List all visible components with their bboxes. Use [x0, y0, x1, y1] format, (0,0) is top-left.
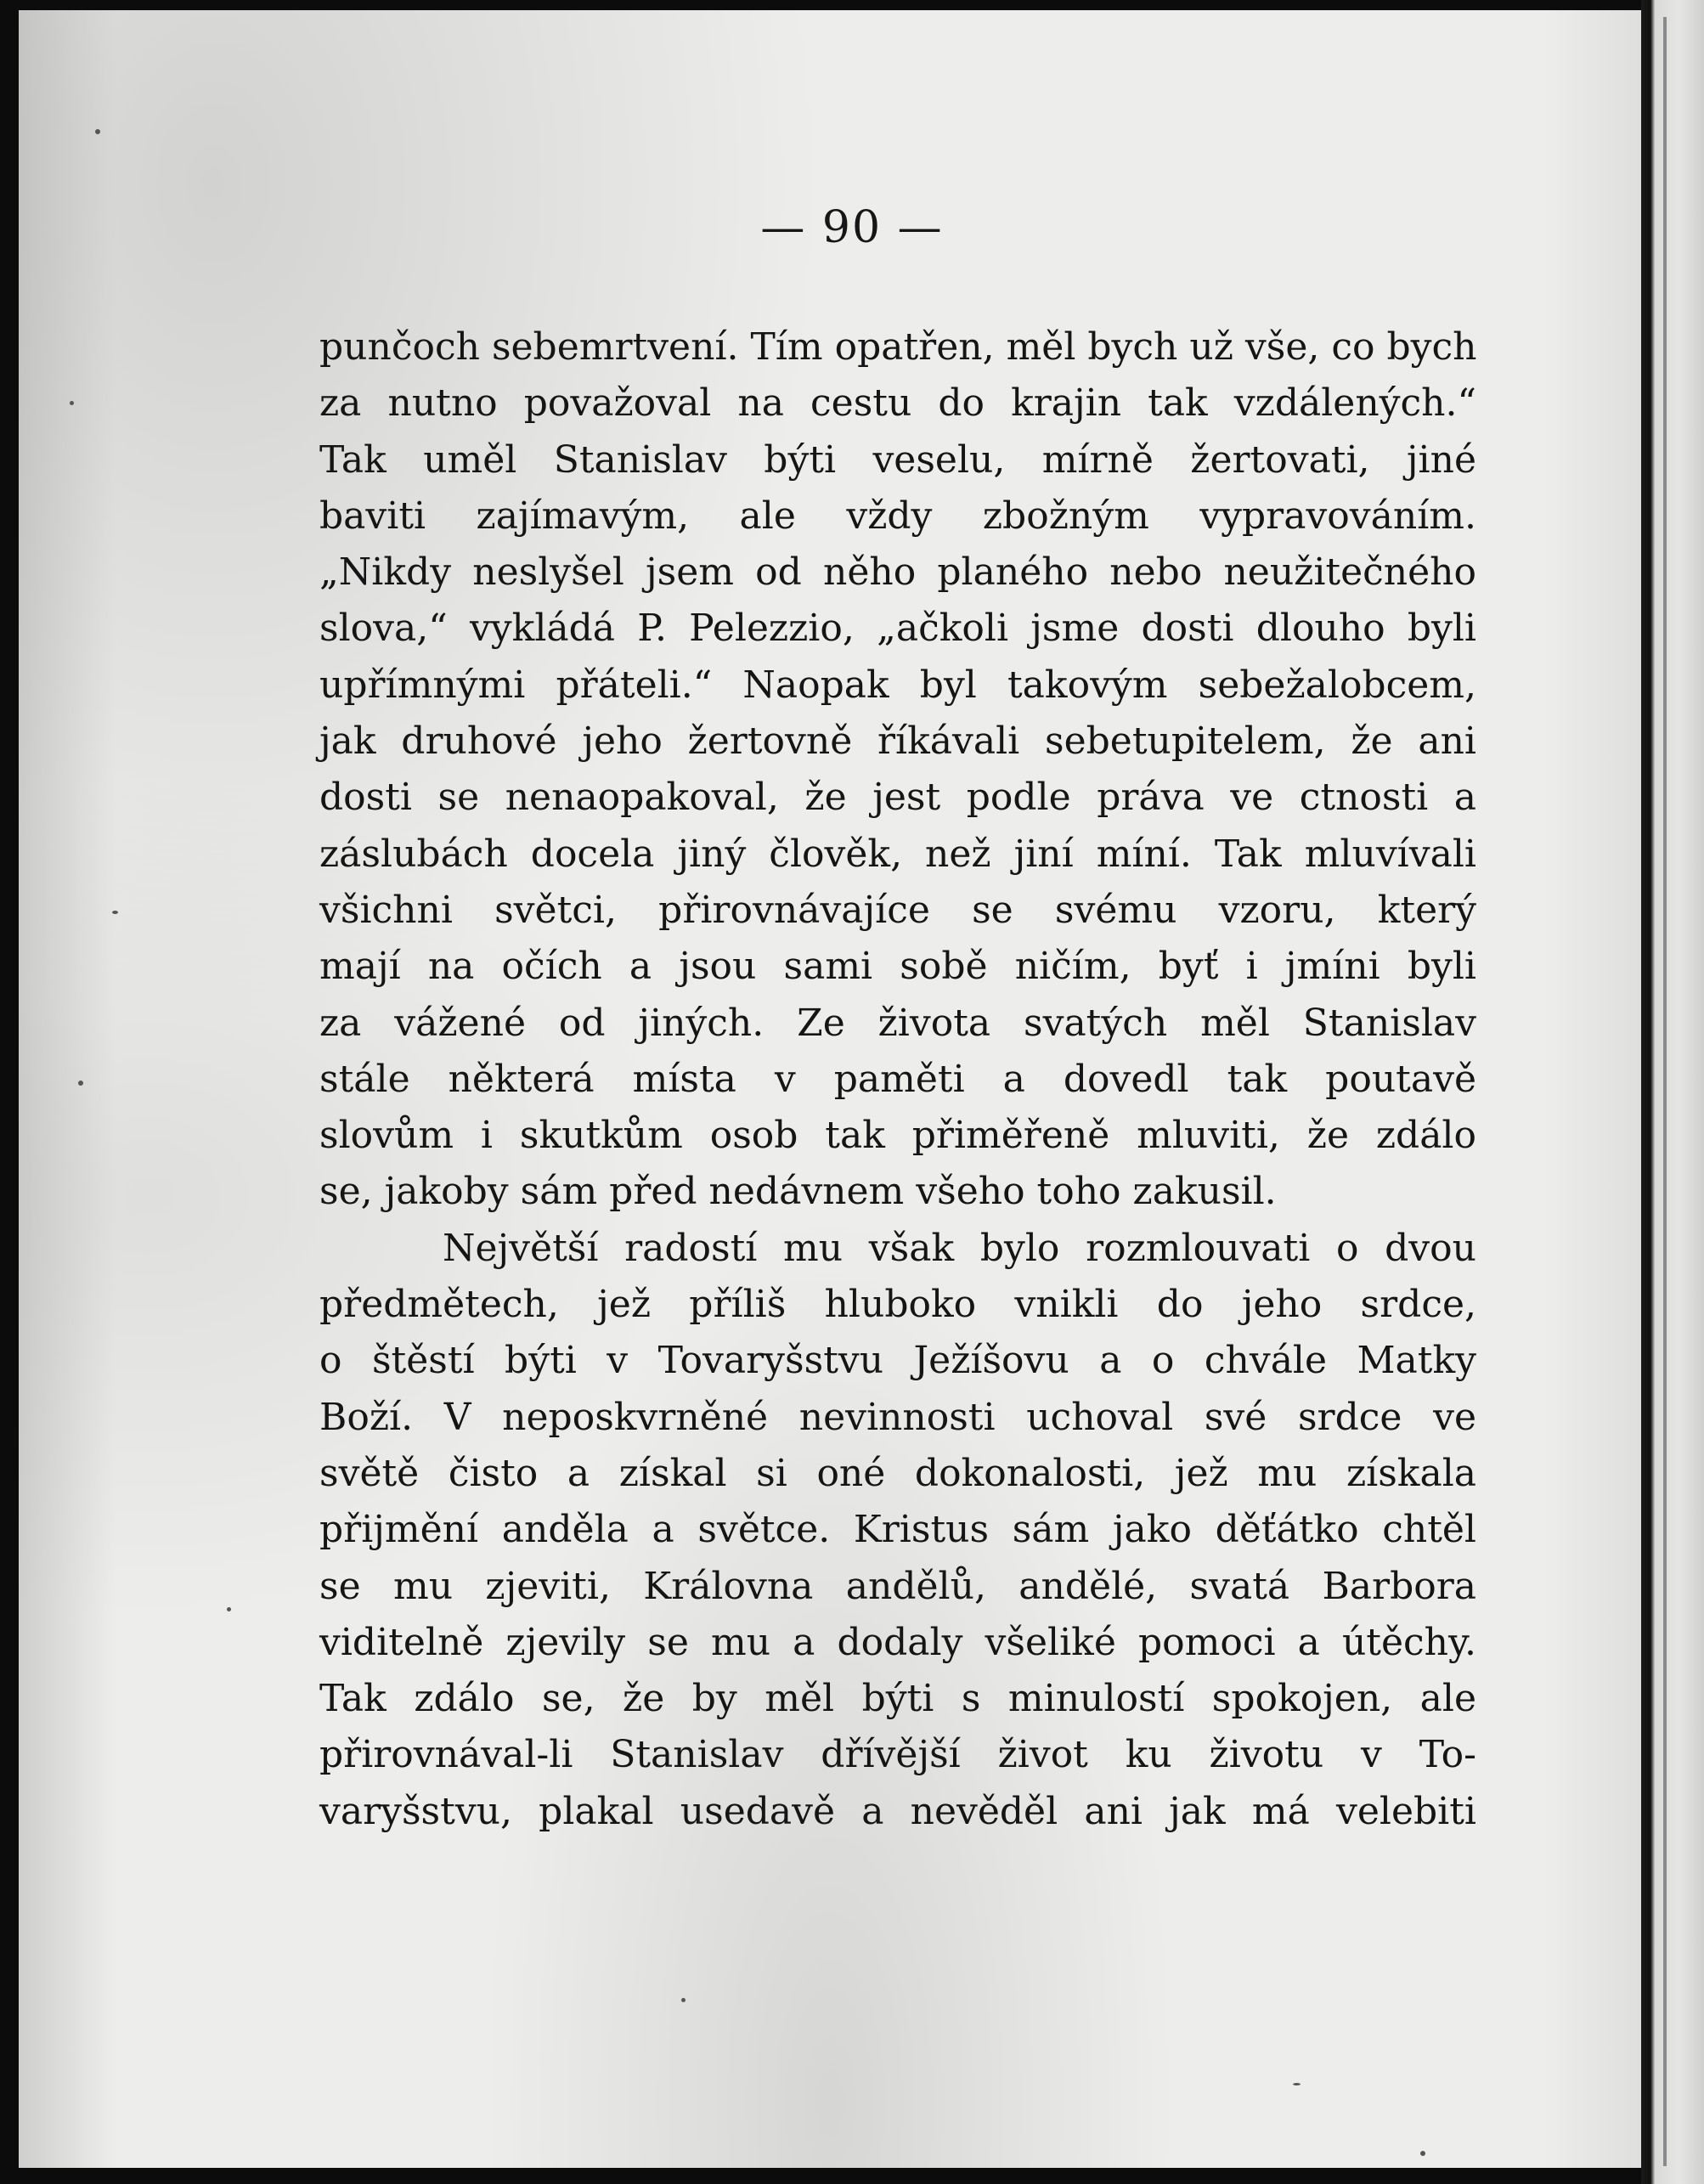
- text-line: za nutno považoval na cestu do krajin tak vzdálených.“: [319, 381, 1476, 426]
- page-number: — 90 —: [760, 202, 944, 253]
- text-line: přirovnával-li Stanislav dřívější život ku životu v To-: [319, 1733, 1476, 1777]
- text-line: varyšstvu, plakal usedavě a nevěděl ani jak má velebiti: [319, 1789, 1476, 1833]
- text-line: slovům i skutkům osob tak přiměřeně mluviti, že zdálo: [319, 1114, 1476, 1158]
- text-line: se mu zjeviti, Královna andělů, andělé, svatá Barbora: [319, 1564, 1476, 1608]
- page-edge-line: [1663, 17, 1667, 2166]
- text-line: všichni světci, přirovnávajíce se svému vzoru, který: [319, 888, 1476, 932]
- adjacent-page-edge: [1641, 0, 1704, 2184]
- text-line: přijmění anděla a světce. Kristus sám jako děťátko chtěl: [319, 1508, 1476, 1552]
- text-line: punčoch sebemrtvení. Tím opatřen, měl bych už vše, co bych: [319, 325, 1477, 369]
- text-line: stále některá místa v paměti a dovedl tak poutavě: [319, 1057, 1476, 1101]
- text-line: za vážené od jiných. Ze života svatých měl Stanislav: [319, 1001, 1476, 1045]
- text-line: Boží. V neposkvrněné nevinnosti uchoval své srdce ve: [319, 1395, 1476, 1439]
- text-line: Tak uměl Stanislav býti veselu, mírně žertovati, jiné: [319, 437, 1476, 482]
- text-line: dosti se nenaopakoval, že jest podle práva ve ctnosti a: [319, 776, 1476, 820]
- text-line: „Nikdy neslyšel jsem od něho planého nebo neužitečného: [319, 550, 1476, 595]
- text-line: slova,“ vykládá P. Pelezzio, „ačkoli jsme dosti dlouho byli: [319, 607, 1476, 651]
- text-line: baviti zajímavým, ale vždy zbožným vypravováním.: [319, 494, 1476, 538]
- paragraph-end-line: se, jakoby sám před nedávnem všeho toho zakusil.: [319, 1170, 1277, 1214]
- text-line: světě čisto a získal si oné dokonalosti, jež mu získala: [319, 1451, 1476, 1495]
- text-line: mají na očích a jsou sami sobě ničím, byť i jmíni byli: [319, 945, 1476, 989]
- text-line: záslubách docela jiný člověk, než jiní míní. Tak mluvívali: [319, 832, 1476, 876]
- text-line: o štěstí býti v Tovaryšstvu Ježíšovu a o chvále Matky: [319, 1339, 1476, 1383]
- body-text: [319, 319, 1476, 1840]
- text-line: upřímnými přáteli.“ Naopak byl takovým sebežalobcem,: [319, 663, 1476, 707]
- text-line: Tak zdálo se, že by měl býti s minulostí spokojen, ale: [319, 1677, 1476, 1721]
- text-line: viditelně zjevily se mu a dodaly všeliké pomoci a útěchy.: [319, 1620, 1476, 1664]
- text-line: jak druhové jeho žertovně říkávali sebetupitelem, že ani: [319, 720, 1476, 764]
- text-line: předmětech, jež příliš hluboko vnikli do jeho srdce,: [319, 1283, 1476, 1327]
- paragraph-start-line: Největší radostí mu však bylo rozmlouvati o dvou: [443, 1226, 1476, 1270]
